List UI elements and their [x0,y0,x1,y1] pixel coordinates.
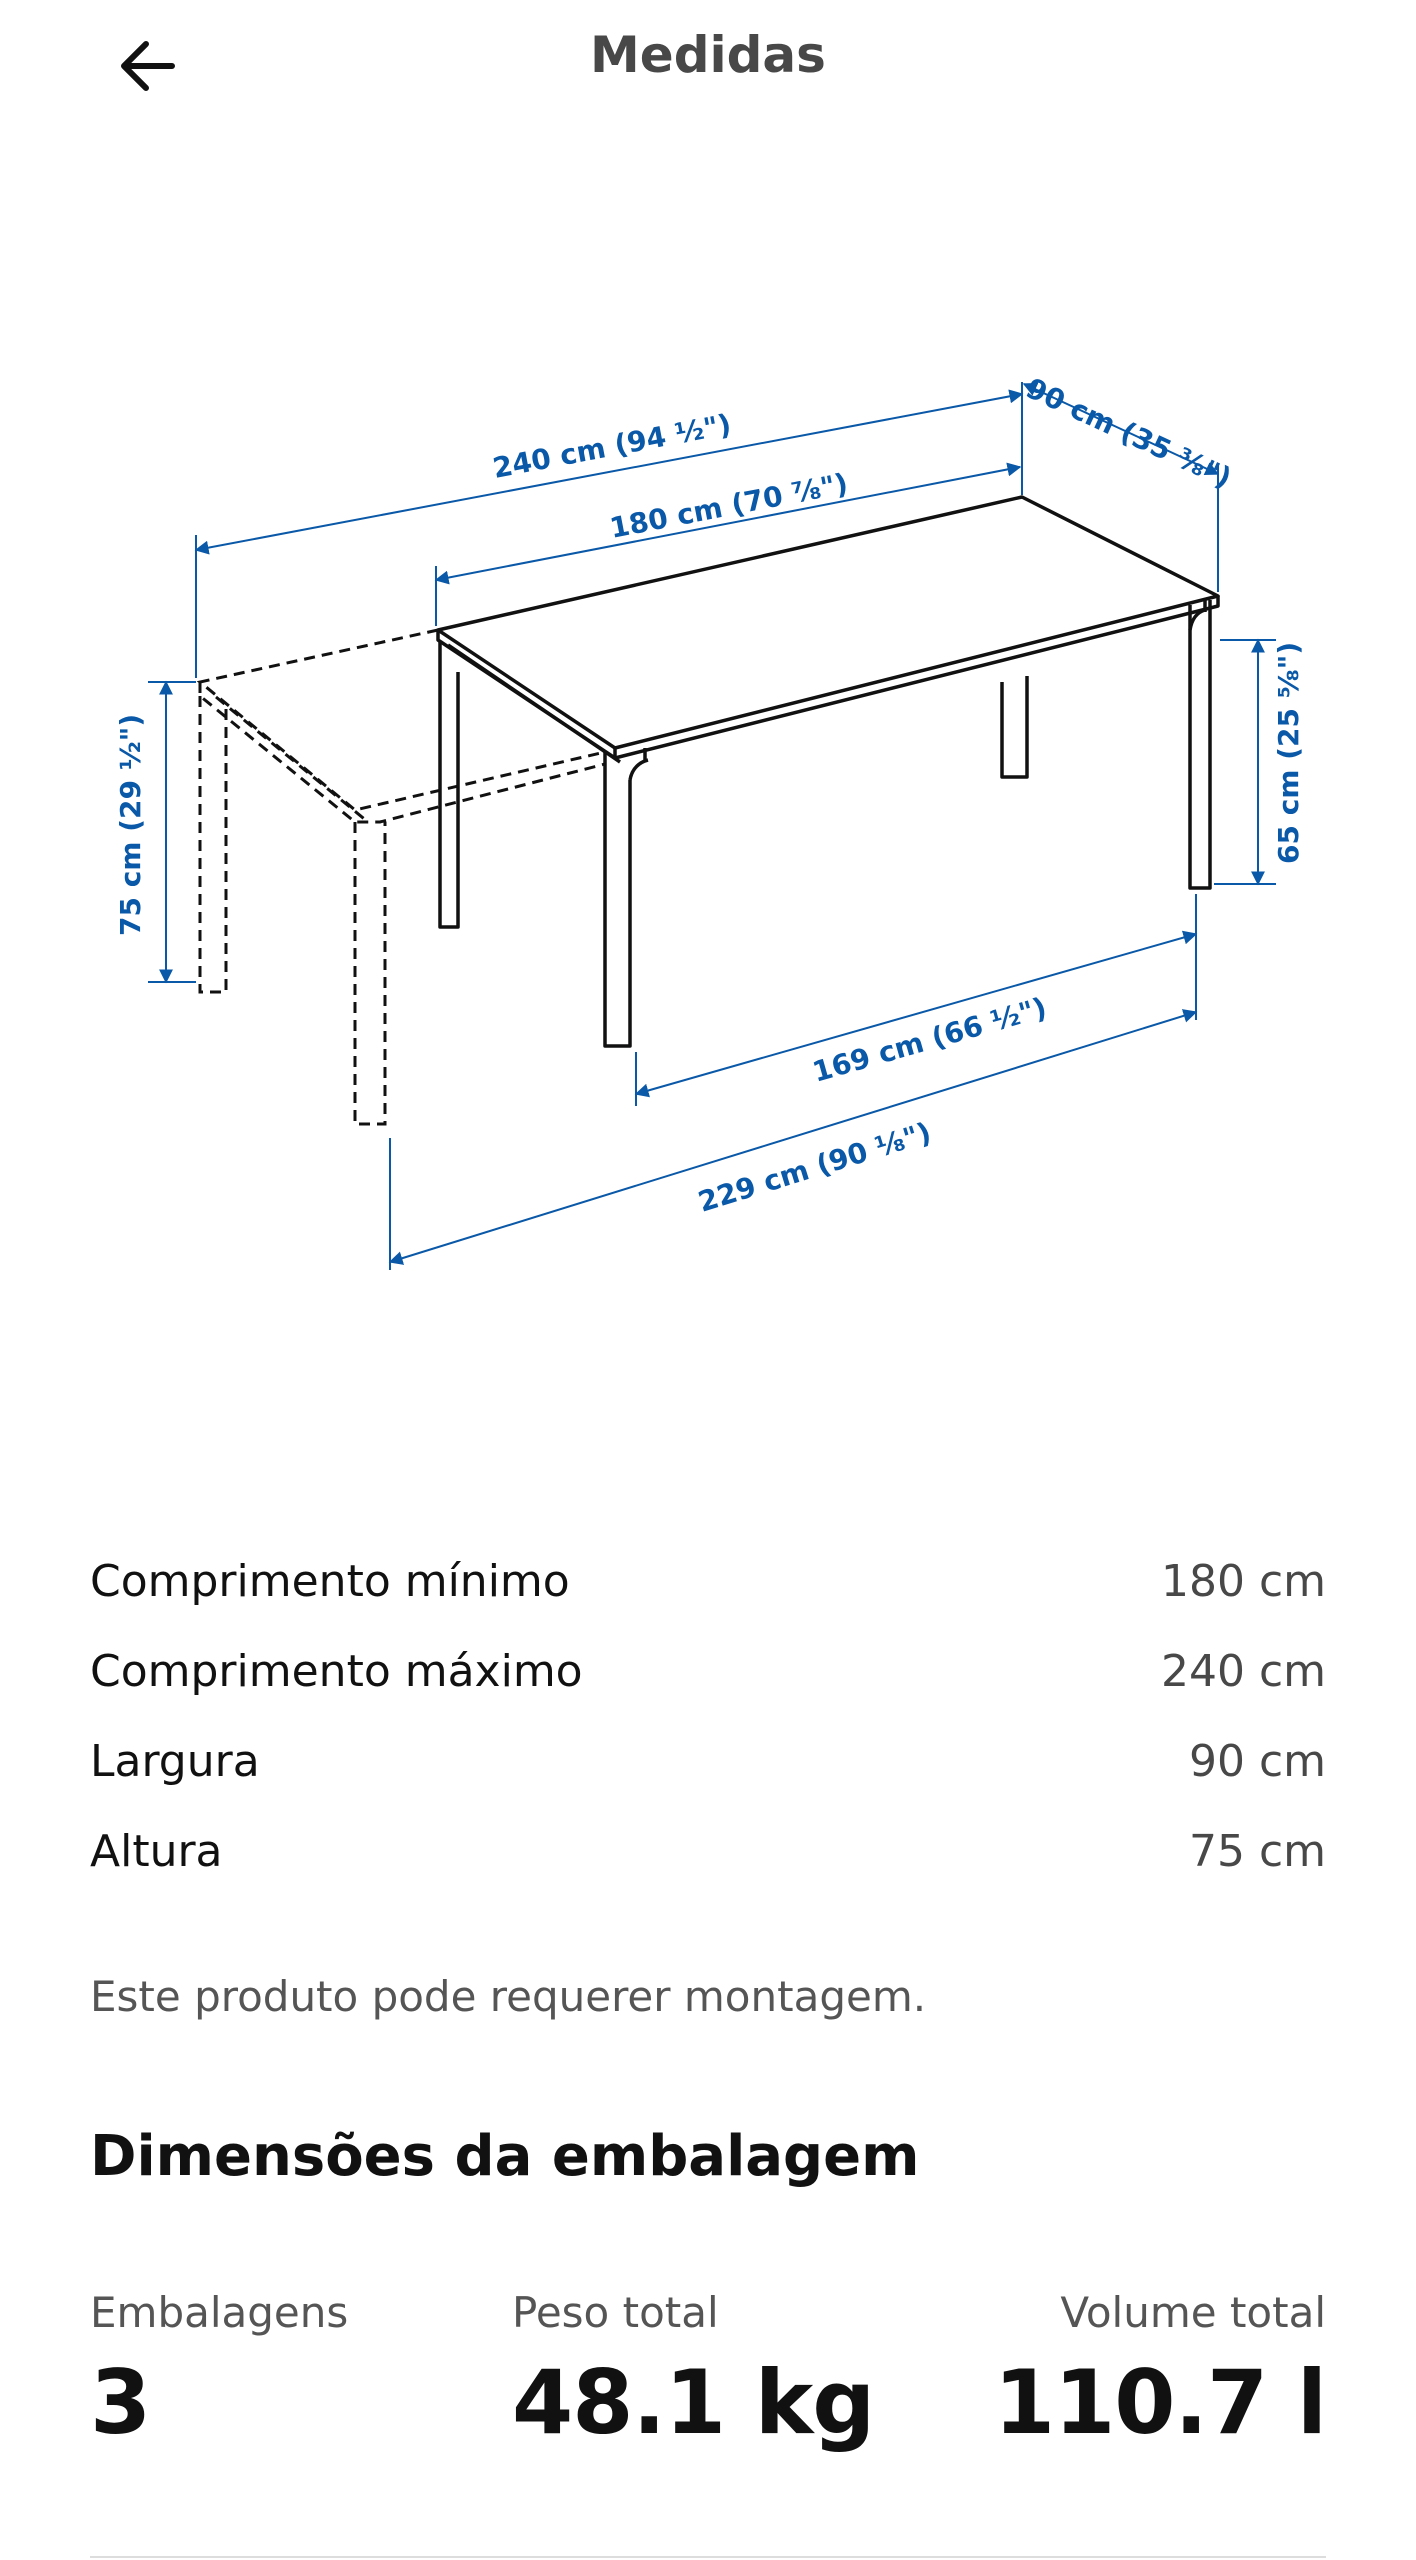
dimension-label-length-max: 240 cm (94 ½") [490,407,734,485]
table-dimension-diagram [0,300,1416,1300]
table-outline [438,497,1218,1046]
spec-value: 180 cm [1160,1555,1326,1607]
volume-label: Volume total [1060,2288,1326,2337]
package-count [90,2288,348,2454]
volume-value: 110.7 l [993,2351,1326,2454]
dimension-label-height: 75 cm (29 ½") [114,713,147,936]
packages-value: 3 [90,2351,151,2454]
spec-label: Comprimento máximo [90,1645,583,1697]
assembly-note: Este produto pode requerer montagem. [90,1972,927,2021]
weight-value: 48.1 kg [512,2351,875,2454]
spec-value: 240 cm [1160,1645,1326,1697]
package-volume [994,2288,1326,2454]
dimension-label-height-under: 65 cm (25 ⅝") [1272,641,1305,864]
dimension-label-outer-legs: 229 cm (90 ⅛") [694,1115,935,1219]
page-title: Medidas [590,26,826,84]
dimension-label-inner-legs: 169 cm (66 ½") [808,990,1051,1089]
spec-value: 90 cm [1188,1735,1326,1787]
package-weight [512,2288,874,2454]
spec-row-max-length [90,1626,1326,1716]
top-bar [0,0,1416,120]
package-dimensions-title: Dimensões da embalagem [90,2124,920,2189]
spec-row-width [90,1716,1326,1806]
spec-label: Comprimento mínimo [90,1555,570,1607]
spec-label: Altura [90,1825,223,1877]
divider [90,2556,1326,2558]
extension-outline [200,630,605,1124]
dimension-label-length-min: 180 cm (70 ⅞") [607,466,851,545]
weight-label: Peso total [512,2288,719,2337]
spec-row-height [90,1806,1326,1896]
spec-row-min-length [90,1536,1326,1626]
measurements-table [90,1536,1326,1896]
spec-value: 75 cm [1188,1825,1326,1877]
spec-label: Largura [90,1735,260,1787]
packages-label: Embalagens [90,2288,349,2337]
dimension-label-width: 90 cm (35 ⅜") [1021,371,1237,495]
